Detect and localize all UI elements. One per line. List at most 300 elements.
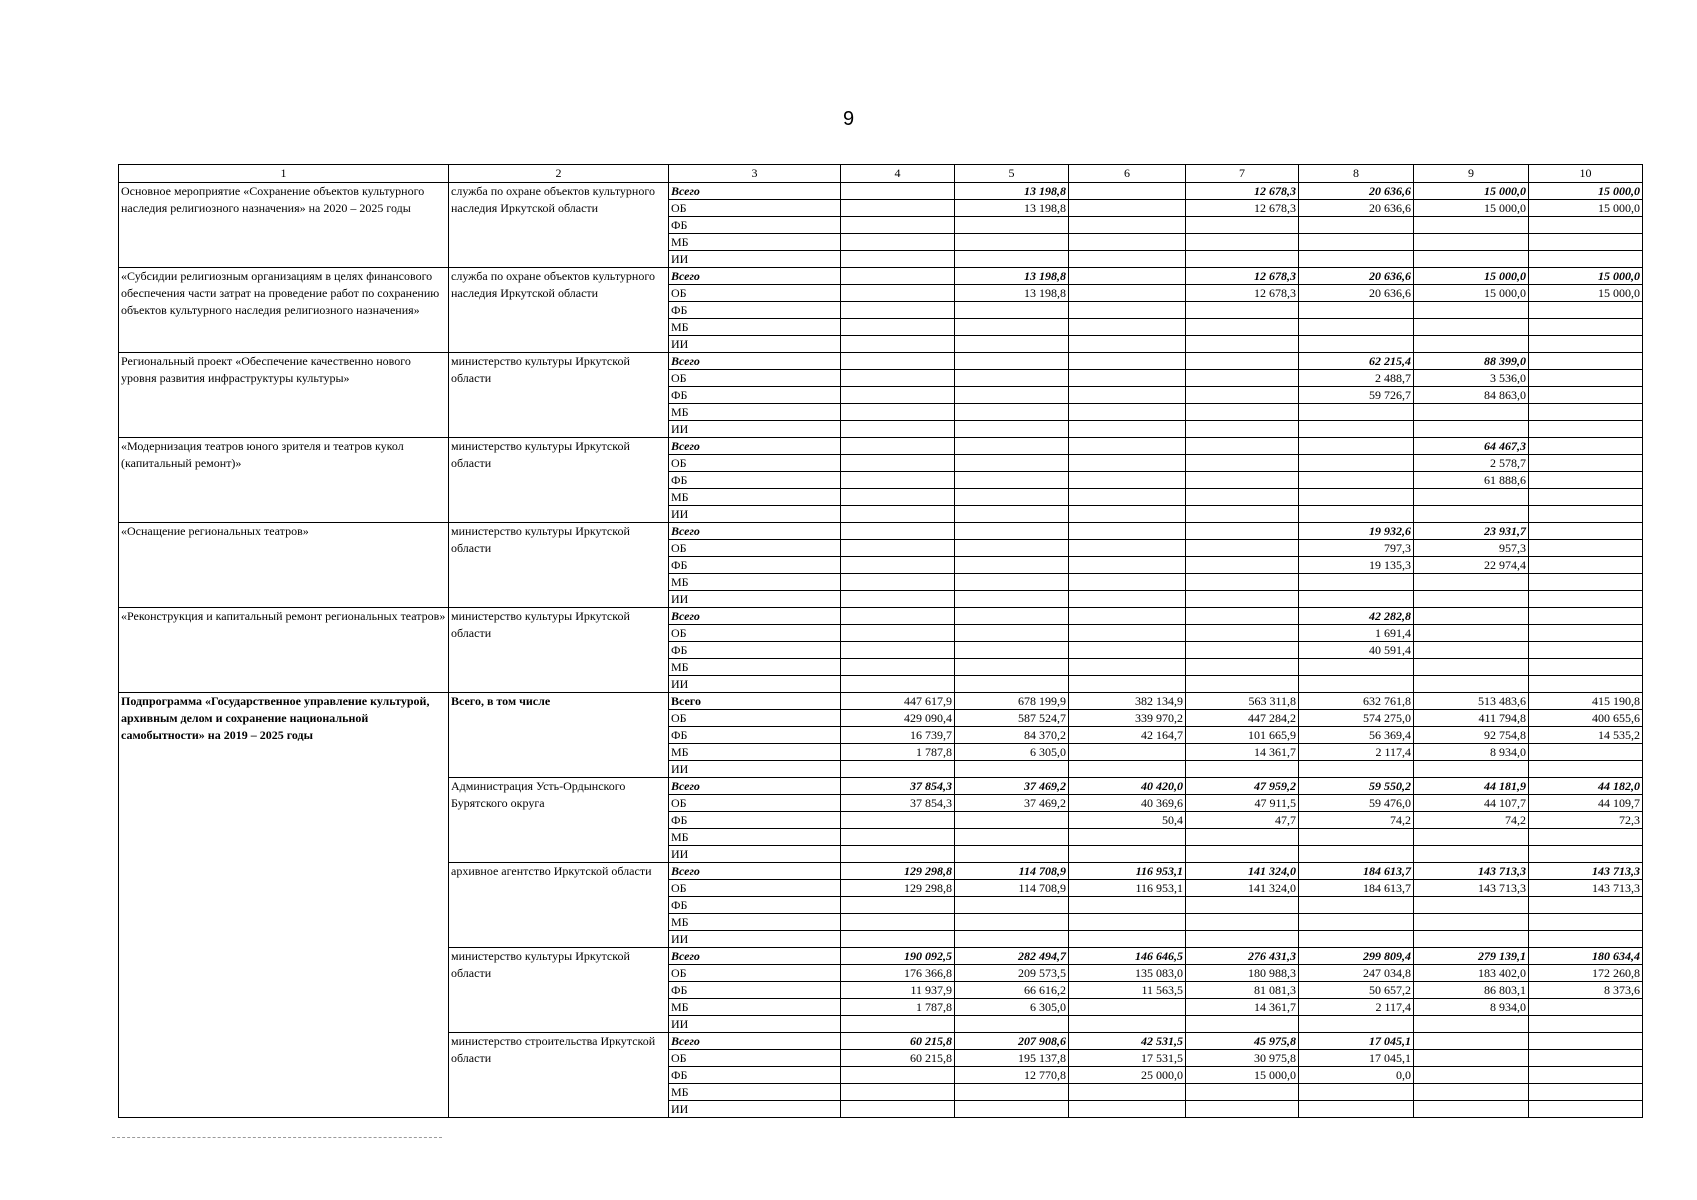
value-cell: 17 045,1: [1299, 1050, 1414, 1067]
funding-source-cell: ФБ: [669, 387, 841, 404]
value-cell: [841, 829, 955, 846]
value-cell: 20 636,6: [1299, 285, 1414, 302]
value-cell: 563 311,8: [1186, 693, 1299, 710]
funding-source-cell: ФБ: [669, 472, 841, 489]
value-cell: [955, 370, 1069, 387]
value-cell: [1299, 659, 1414, 676]
value-cell: [1414, 1084, 1529, 1101]
value-cell: [841, 404, 955, 421]
value-cell: [955, 897, 1069, 914]
funding-source-cell: ФБ: [669, 727, 841, 744]
value-cell: 81 081,3: [1186, 982, 1299, 999]
value-cell: [841, 625, 955, 642]
value-cell: [841, 353, 955, 370]
value-cell: [1529, 846, 1643, 863]
value-cell: [1414, 846, 1529, 863]
value-cell: [1069, 608, 1186, 625]
column-header: 7: [1186, 165, 1299, 183]
value-cell: [1414, 897, 1529, 914]
value-cell: [1069, 744, 1186, 761]
value-cell: [1069, 455, 1186, 472]
funding-source-cell: ИИ: [669, 931, 841, 948]
value-cell: 42 282,8: [1299, 608, 1414, 625]
value-cell: [1186, 642, 1299, 659]
value-cell: [1069, 183, 1186, 200]
value-cell: [955, 659, 1069, 676]
value-cell: [841, 642, 955, 659]
value-cell: [1414, 1101, 1529, 1118]
funding-source-cell: ИИ: [669, 591, 841, 608]
value-cell: 114 708,9: [955, 863, 1069, 880]
funding-source-cell: ОБ: [669, 455, 841, 472]
funding-source-cell: ФБ: [669, 302, 841, 319]
funding-source-cell: МБ: [669, 999, 841, 1016]
funding-source-cell: ОБ: [669, 625, 841, 642]
value-cell: [1414, 506, 1529, 523]
value-cell: [1529, 744, 1643, 761]
value-cell: [955, 489, 1069, 506]
value-cell: 11 563,5: [1069, 982, 1186, 999]
value-cell: [1069, 438, 1186, 455]
value-cell: [1069, 625, 1186, 642]
executor-cell: министерство строительства Иркутской области: [449, 1033, 669, 1118]
value-cell: 279 139,1: [1414, 948, 1529, 965]
value-cell: 59 550,2: [1299, 778, 1414, 795]
value-cell: [955, 387, 1069, 404]
value-cell: 12 678,3: [1186, 268, 1299, 285]
value-cell: 276 431,3: [1186, 948, 1299, 965]
value-cell: [1186, 829, 1299, 846]
value-cell: [1529, 523, 1643, 540]
funding-source-cell: МБ: [669, 574, 841, 591]
funding-source-cell: ОБ: [669, 370, 841, 387]
value-cell: 143 713,3: [1529, 880, 1643, 897]
funding-source-cell: ФБ: [669, 982, 841, 999]
funding-source-cell: ФБ: [669, 557, 841, 574]
value-cell: [1414, 591, 1529, 608]
funding-source-cell: ФБ: [669, 642, 841, 659]
value-cell: 88 399,0: [1414, 353, 1529, 370]
value-cell: 56 369,4: [1299, 727, 1414, 744]
funding-source-cell: МБ: [669, 234, 841, 251]
executor-cell: министерство культуры Иркутской области: [449, 438, 669, 523]
value-cell: 42 531,5: [1069, 1033, 1186, 1050]
value-cell: 632 761,8: [1299, 693, 1414, 710]
value-cell: 40 591,4: [1299, 642, 1414, 659]
value-cell: 8 934,0: [1414, 999, 1529, 1016]
value-cell: [1069, 914, 1186, 931]
value-cell: [1186, 659, 1299, 676]
value-cell: [1414, 829, 1529, 846]
value-cell: [1186, 914, 1299, 931]
value-cell: [1414, 1067, 1529, 1084]
funding-source-cell: МБ: [669, 319, 841, 336]
value-cell: [841, 506, 955, 523]
value-cell: 40 369,6: [1069, 795, 1186, 812]
value-cell: [1069, 370, 1186, 387]
value-cell: 129 298,8: [841, 863, 955, 880]
value-cell: [1069, 1101, 1186, 1118]
funding-source-cell: Всего: [669, 523, 841, 540]
value-cell: [1186, 217, 1299, 234]
value-cell: [1069, 897, 1186, 914]
value-cell: 12 678,3: [1186, 200, 1299, 217]
value-cell: [1414, 574, 1529, 591]
value-cell: 20 636,6: [1299, 183, 1414, 200]
value-cell: 116 953,1: [1069, 880, 1186, 897]
value-cell: 12 770,8: [955, 1067, 1069, 1084]
value-cell: 15 000,0: [1529, 285, 1643, 302]
value-cell: [841, 200, 955, 217]
value-cell: 44 182,0: [1529, 778, 1643, 795]
column-number-row: [119, 165, 1643, 183]
value-cell: [1414, 421, 1529, 438]
value-cell: [1529, 1050, 1643, 1067]
column-header: 2: [449, 165, 669, 183]
value-cell: 574 275,0: [1299, 710, 1414, 727]
value-cell: 59 726,7: [1299, 387, 1414, 404]
table-row: [119, 353, 1643, 370]
value-cell: 209 573,5: [955, 965, 1069, 982]
value-cell: [1414, 336, 1529, 353]
value-cell: 62 215,4: [1299, 353, 1414, 370]
scan-artifact-line: [112, 1137, 442, 1138]
value-cell: [1299, 489, 1414, 506]
value-cell: [841, 183, 955, 200]
value-cell: [955, 472, 1069, 489]
value-cell: 37 854,3: [841, 795, 955, 812]
value-cell: 247 034,8: [1299, 965, 1414, 982]
executor-cell: Администрация Усть-Ордынского Бурятского округа: [449, 778, 669, 863]
value-cell: [1529, 506, 1643, 523]
executor-cell: служба по охране объектов культурного наследия Иркутской области: [449, 183, 669, 268]
value-cell: 2 488,7: [1299, 370, 1414, 387]
value-cell: [955, 1016, 1069, 1033]
value-cell: [1186, 506, 1299, 523]
column-header: 6: [1069, 165, 1186, 183]
value-cell: 116 953,1: [1069, 863, 1186, 880]
value-cell: 20 636,6: [1299, 200, 1414, 217]
value-cell: [1299, 829, 1414, 846]
value-cell: [841, 1016, 955, 1033]
funding-table: [118, 164, 1643, 1118]
table-row: [119, 268, 1643, 285]
value-cell: [1069, 353, 1186, 370]
table-row: [119, 608, 1643, 625]
value-cell: 8 373,6: [1529, 982, 1643, 999]
value-cell: 30 975,8: [1186, 1050, 1299, 1067]
value-cell: [955, 676, 1069, 693]
value-cell: [1529, 1067, 1643, 1084]
value-cell: [841, 217, 955, 234]
value-cell: [1069, 387, 1186, 404]
funding-source-cell: Всего: [669, 778, 841, 795]
value-cell: [1069, 931, 1186, 948]
value-cell: [955, 1101, 1069, 1118]
value-cell: [1414, 931, 1529, 948]
value-cell: [841, 302, 955, 319]
value-cell: [1529, 557, 1643, 574]
value-cell: [1186, 234, 1299, 251]
funding-source-cell: МБ: [669, 1084, 841, 1101]
value-cell: 146 646,5: [1069, 948, 1186, 965]
value-cell: 37 854,3: [841, 778, 955, 795]
value-cell: 2 117,4: [1299, 999, 1414, 1016]
value-cell: [955, 302, 1069, 319]
value-cell: [955, 455, 1069, 472]
value-cell: [1299, 421, 1414, 438]
value-cell: 2 578,7: [1414, 455, 1529, 472]
value-cell: [955, 404, 1069, 421]
value-cell: 37 469,2: [955, 795, 1069, 812]
funding-source-cell: ОБ: [669, 880, 841, 897]
value-cell: [1186, 387, 1299, 404]
value-cell: [955, 557, 1069, 574]
value-cell: [955, 506, 1069, 523]
program-name-cell: Региональный проект «Обеспечение качественно нового уровня развития инфраструктуры культуры»: [119, 353, 449, 438]
value-cell: [1414, 234, 1529, 251]
value-cell: [1529, 676, 1643, 693]
value-cell: [841, 285, 955, 302]
value-cell: 15 000,0: [1414, 200, 1529, 217]
value-cell: [955, 574, 1069, 591]
executor-cell: министерство культуры Иркутской области: [449, 523, 669, 608]
value-cell: [1414, 1050, 1529, 1067]
value-cell: 190 092,5: [841, 948, 955, 965]
value-cell: [841, 574, 955, 591]
value-cell: 207 908,6: [955, 1033, 1069, 1050]
value-cell: 143 713,3: [1529, 863, 1643, 880]
value-cell: [955, 251, 1069, 268]
value-cell: [841, 523, 955, 540]
value-cell: [1186, 761, 1299, 778]
value-cell: [1414, 642, 1529, 659]
value-cell: [955, 234, 1069, 251]
value-cell: [1069, 251, 1186, 268]
value-cell: [1186, 319, 1299, 336]
value-cell: 42 164,7: [1069, 727, 1186, 744]
value-cell: [1186, 676, 1299, 693]
value-cell: [1299, 761, 1414, 778]
value-cell: [1529, 421, 1643, 438]
value-cell: [1299, 336, 1414, 353]
value-cell: 141 324,0: [1186, 863, 1299, 880]
page-number: 9: [842, 108, 855, 130]
value-cell: [1186, 523, 1299, 540]
value-cell: 143 713,3: [1414, 863, 1529, 880]
value-cell: [1529, 659, 1643, 676]
value-cell: [1414, 659, 1529, 676]
value-cell: 47,7: [1186, 812, 1299, 829]
value-cell: [1186, 370, 1299, 387]
funding-source-cell: Всего: [669, 608, 841, 625]
value-cell: [1414, 251, 1529, 268]
value-cell: [841, 897, 955, 914]
value-cell: 957,3: [1414, 540, 1529, 557]
value-cell: [1186, 421, 1299, 438]
funding-source-cell: ФБ: [669, 1067, 841, 1084]
value-cell: [1529, 931, 1643, 948]
value-cell: [1529, 234, 1643, 251]
value-cell: [1069, 336, 1186, 353]
value-cell: 382 134,9: [1069, 693, 1186, 710]
value-cell: [1529, 319, 1643, 336]
value-cell: 61 888,6: [1414, 472, 1529, 489]
value-cell: [1069, 234, 1186, 251]
value-cell: 44 107,7: [1414, 795, 1529, 812]
value-cell: [1186, 846, 1299, 863]
value-cell: 184 613,7: [1299, 863, 1414, 880]
value-cell: [1529, 642, 1643, 659]
value-cell: [1069, 999, 1186, 1016]
value-cell: [841, 1101, 955, 1118]
value-cell: 411 794,8: [1414, 710, 1529, 727]
funding-source-cell: МБ: [669, 489, 841, 506]
value-cell: 15 000,0: [1414, 268, 1529, 285]
value-cell: 282 494,7: [955, 948, 1069, 965]
value-cell: 15 000,0: [1529, 183, 1643, 200]
value-cell: [955, 336, 1069, 353]
value-cell: [841, 540, 955, 557]
value-cell: [955, 353, 1069, 370]
value-cell: 11 937,9: [841, 982, 955, 999]
value-cell: [841, 251, 955, 268]
value-cell: [1186, 472, 1299, 489]
value-cell: 37 469,2: [955, 778, 1069, 795]
value-cell: [1299, 897, 1414, 914]
value-cell: [955, 761, 1069, 778]
value-cell: [841, 370, 955, 387]
value-cell: 14 535,2: [1529, 727, 1643, 744]
value-cell: [1414, 676, 1529, 693]
value-cell: [841, 608, 955, 625]
value-cell: [955, 642, 1069, 659]
value-cell: 13 198,8: [955, 285, 1069, 302]
funding-source-cell: ИИ: [669, 1101, 841, 1118]
value-cell: [1529, 336, 1643, 353]
value-cell: 400 655,6: [1529, 710, 1643, 727]
program-name-cell: Основное мероприятие «Сохранение объектов культурного наследия религиозного назначения» на 2020 – 2025 годы: [119, 183, 449, 268]
value-cell: [1299, 506, 1414, 523]
value-cell: [1299, 1016, 1414, 1033]
value-cell: 84 370,2: [955, 727, 1069, 744]
value-cell: 25 000,0: [1069, 1067, 1186, 1084]
value-cell: [1069, 761, 1186, 778]
value-cell: 678 199,9: [955, 693, 1069, 710]
program-name-cell: «Модернизация театров юного зрителя и театров кукол (капитальный ремонт)»: [119, 438, 449, 523]
value-cell: [1414, 608, 1529, 625]
value-cell: [1186, 1084, 1299, 1101]
value-cell: [1186, 1101, 1299, 1118]
funding-source-cell: Всего: [669, 183, 841, 200]
value-cell: 12 678,3: [1186, 183, 1299, 200]
table-row: [119, 523, 1643, 540]
value-cell: [841, 234, 955, 251]
value-cell: 180 988,3: [1186, 965, 1299, 982]
value-cell: [1069, 540, 1186, 557]
value-cell: 45 975,8: [1186, 1033, 1299, 1050]
value-cell: 184 613,7: [1299, 880, 1414, 897]
value-cell: [841, 1084, 955, 1101]
value-cell: 72,3: [1529, 812, 1643, 829]
value-cell: [1299, 1084, 1414, 1101]
value-cell: [1069, 217, 1186, 234]
value-cell: 13 198,8: [955, 268, 1069, 285]
value-cell: [1186, 625, 1299, 642]
value-cell: [1069, 829, 1186, 846]
funding-source-cell: ОБ: [669, 285, 841, 302]
funding-source-cell: Всего: [669, 948, 841, 965]
value-cell: 14 361,7: [1186, 999, 1299, 1016]
value-cell: [1069, 200, 1186, 217]
value-cell: 3 536,0: [1414, 370, 1529, 387]
value-cell: [1529, 608, 1643, 625]
value-cell: [1299, 251, 1414, 268]
funding-source-cell: Всего: [669, 863, 841, 880]
value-cell: [1186, 336, 1299, 353]
value-cell: [841, 336, 955, 353]
value-cell: 447 617,9: [841, 693, 955, 710]
value-cell: [1069, 302, 1186, 319]
value-cell: 13 198,8: [955, 200, 1069, 217]
value-cell: [841, 557, 955, 574]
value-cell: [1529, 1033, 1643, 1050]
funding-source-cell: ОБ: [669, 540, 841, 557]
funding-source-cell: Всего: [669, 268, 841, 285]
funding-source-cell: МБ: [669, 914, 841, 931]
value-cell: [1069, 285, 1186, 302]
value-cell: [1529, 574, 1643, 591]
value-cell: [841, 1067, 955, 1084]
value-cell: 15 000,0: [1414, 285, 1529, 302]
value-cell: [1186, 540, 1299, 557]
column-header: 9: [1414, 165, 1529, 183]
value-cell: [1186, 1016, 1299, 1033]
value-cell: [841, 846, 955, 863]
value-cell: 1 691,4: [1299, 625, 1414, 642]
value-cell: [1069, 268, 1186, 285]
funding-source-cell: ИИ: [669, 421, 841, 438]
funding-source-cell: ИИ: [669, 251, 841, 268]
value-cell: [1069, 319, 1186, 336]
value-cell: [1186, 931, 1299, 948]
value-cell: [841, 812, 955, 829]
value-cell: [1299, 302, 1414, 319]
value-cell: [1299, 676, 1414, 693]
value-cell: 2 117,4: [1299, 744, 1414, 761]
value-cell: [1299, 574, 1414, 591]
value-cell: [1186, 404, 1299, 421]
value-cell: [1186, 608, 1299, 625]
executor-cell: министерство культуры Иркутской области: [449, 353, 669, 438]
value-cell: 14 361,7: [1186, 744, 1299, 761]
value-cell: [1186, 438, 1299, 455]
value-cell: 6 305,0: [955, 999, 1069, 1016]
value-cell: [1529, 914, 1643, 931]
value-cell: [1186, 455, 1299, 472]
value-cell: [1299, 404, 1414, 421]
value-cell: [1069, 472, 1186, 489]
value-cell: 84 863,0: [1414, 387, 1529, 404]
funding-source-cell: Всего: [669, 1033, 841, 1050]
value-cell: 92 754,8: [1414, 727, 1529, 744]
value-cell: [955, 523, 1069, 540]
value-cell: 172 260,8: [1529, 965, 1643, 982]
value-cell: [1186, 591, 1299, 608]
program-name-cell: «Реконструкция и капитальный ремонт региональных театров»: [119, 608, 449, 693]
value-cell: [841, 659, 955, 676]
value-cell: [1299, 931, 1414, 948]
